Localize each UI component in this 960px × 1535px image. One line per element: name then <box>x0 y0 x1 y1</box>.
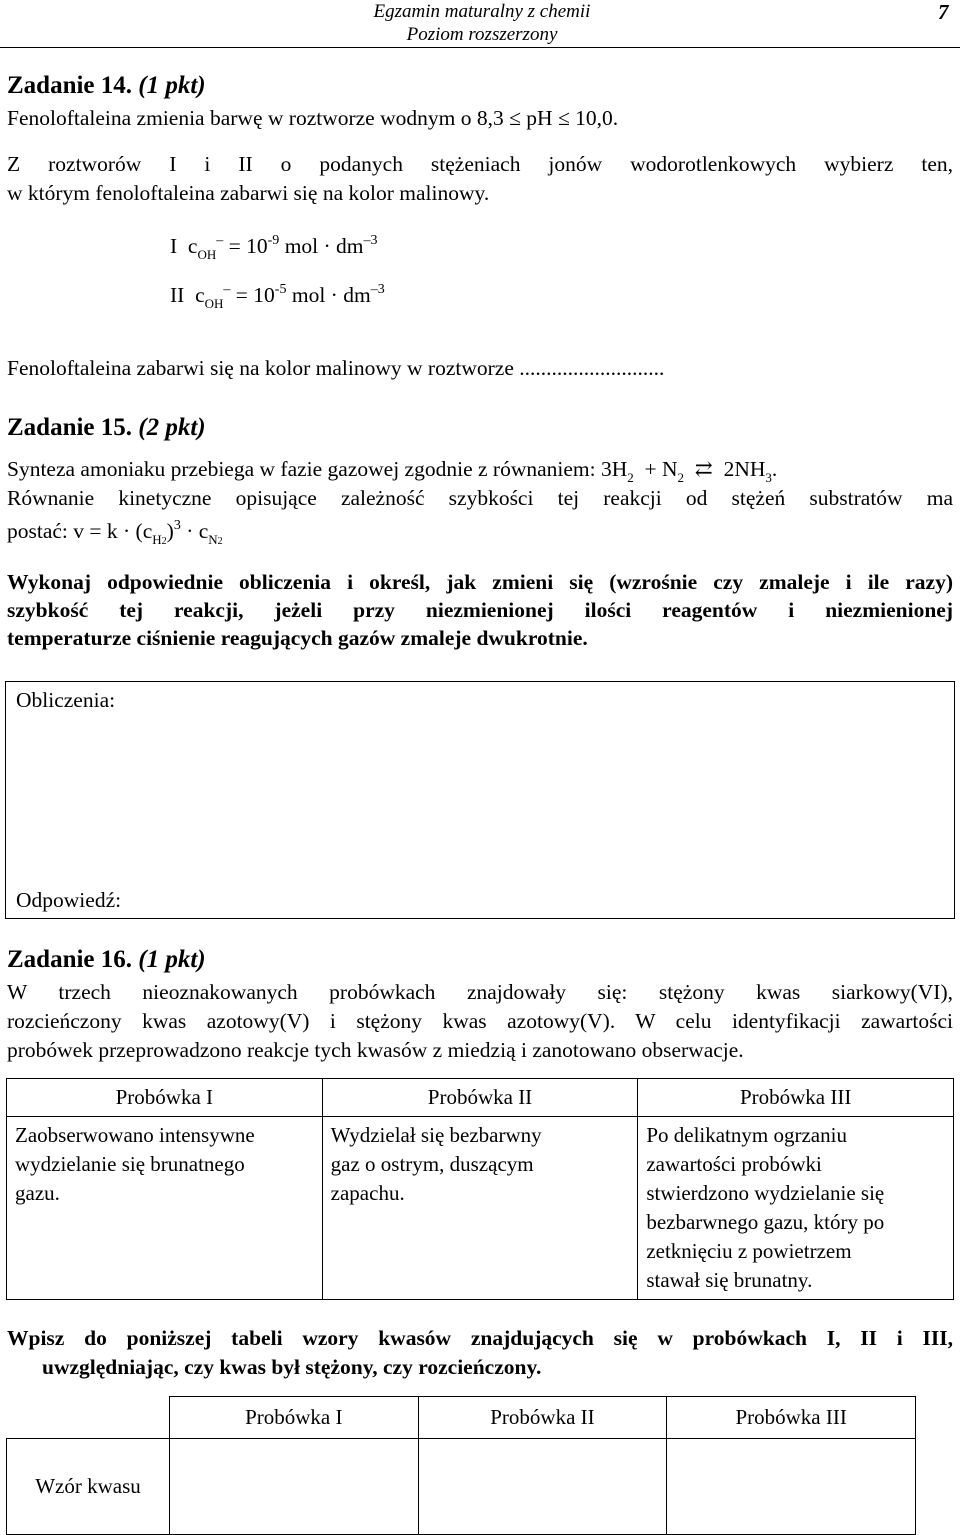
header-probowka-3: Probówka III <box>638 1079 954 1117</box>
answer-cell-2[interactable] <box>418 1439 667 1535</box>
task15-instruction-line2: szybkość tej reakcji, jeżeli przy niezmienionej ilości reagentów i niezmienionej <box>7 598 953 622</box>
answer-header-probowka-3: Probówka III <box>667 1397 916 1439</box>
task15-kinetic-line: Równanie kinetyczne opisujące zależność szybkości tej reakcji od stężeń substratów ma <box>7 486 953 510</box>
observation-cell-3: Po delikatnym ogrzaniu zawartości probówki stwierdzono wydzielanie się bezbarwnego gazu, który po zetknięciu z powietrzem stawał się brunatny. <box>638 1117 954 1300</box>
task15-title: Zadanie 15. (2 pkt) <box>7 414 206 441</box>
answer-table <box>6 1396 916 1535</box>
task15-rate-equation: postać: $v = k \cdot (c_{H2})^3 \cdot c_{N2}$ <box>7 518 223 547</box>
calculation-label: Obliczenia: <box>16 688 116 712</box>
page-number: 7 <box>938 0 949 24</box>
answer-table-header <box>7 1397 916 1439</box>
task14-answer-line: Fenoloftaleina zabarwi się na kolor malinowy w roztworze ........................... <box>7 356 665 380</box>
header-exam-title: Egzamin maturalny z chemii <box>373 1 591 22</box>
leq-symbol-2: ≤ <box>557 106 570 130</box>
observation-table <box>6 1078 954 1300</box>
observation-table-header <box>7 1079 954 1117</box>
header-probowka-1: Probówka I <box>7 1079 323 1117</box>
task14-question-line1: Z roztworów I i II o podanych stężeniach jonów wodorotlenkowych wybierz ten, <box>7 152 953 176</box>
header-probowka-2: Probówka II <box>322 1079 638 1117</box>
task16-instruction-line2: uwzględniając, czy kwas był stężony, czy rozcieńczony. <box>42 1355 542 1379</box>
answer-header-probowka-1: Probówka I <box>169 1397 418 1439</box>
observation-cell-2: Wydzielał się bezbarwny gaz o ostrym, duszącym zapachu. <box>322 1117 638 1300</box>
answer-row-label: Wzór kwasu <box>7 1439 170 1535</box>
header-divider <box>0 47 960 48</box>
task16-instruction-line1: Wpisz do poniższej tabeli wzory kwasów znajdujących się w probówkach I, II i III, <box>7 1326 953 1350</box>
task16-line3: probówek przeprowadzono reakcje tych kwasów z miedzią i zanotowano obserwacje. <box>7 1038 744 1062</box>
answer-cell-3[interactable] <box>667 1439 916 1535</box>
task16-title: Zadanie 16. (1 pkt) <box>7 946 206 973</box>
task16-line2: rozcieńczony kwas azotowy(V) i stężony kwas azotowy(V). W celu identyfikacji zawartości <box>7 1009 953 1033</box>
observation-row <box>7 1117 954 1300</box>
solution-II: II $c_{OH}^- = 10^{-5}$ mol · $dm^{-3}$ <box>170 282 385 311</box>
answer-table-corner <box>7 1397 170 1439</box>
task15-equation-line: Synteza amoniaku przebiega w fazie gazowej zgodnie z równaniem: $3H_2 + N_2$ ⇄ $2NH_3$. <box>7 457 778 485</box>
task16-line1: W trzech nieoznakowanych probówkach znajdowały się: stężony kwas siarkowy(VI), <box>7 980 953 1004</box>
answer-cell-1[interactable] <box>169 1439 418 1535</box>
answer-label: Odpowiedź: <box>16 888 122 912</box>
answer-header-probowka-2: Probówka II <box>418 1397 667 1439</box>
task15-instruction-line3: temperaturze ciśnienie reagujących gazów zmaleje dwukrotnie. <box>7 626 588 650</box>
observation-cell-1: Zaobserwowano intensywne wydzielanie się brunatnego gazu. <box>7 1117 323 1300</box>
solution-I: I $c_{OH}^- = 10^{-9}$ mol · $dm^{-3}$ <box>170 233 378 262</box>
task14-question-line2: w którym fenoloftaleina zabarwi się na kolor malinowy. <box>7 181 490 205</box>
page-header <box>300 0 664 46</box>
task14-title: Zadanie 14. (1 pkt) <box>7 72 206 99</box>
equilibrium-arrow-icon: ⇄ <box>694 457 713 481</box>
header-level: Poziom rozszerzony <box>406 24 558 45</box>
calculation-box[interactable] <box>5 681 955 919</box>
answer-row-wzor <box>7 1439 916 1535</box>
task14-intro: Fenoloftaleina zmienia barwę w roztworze wodnym o 8,3 ≤ pH ≤ 10,0. <box>7 106 619 130</box>
task15-instruction-line1: Wykonaj odpowiednie obliczenia i określ, jak zmieni się (wzrośnie czy zmaleje i ile razy) <box>7 570 953 594</box>
leq-symbol-1: ≤ <box>509 106 521 130</box>
